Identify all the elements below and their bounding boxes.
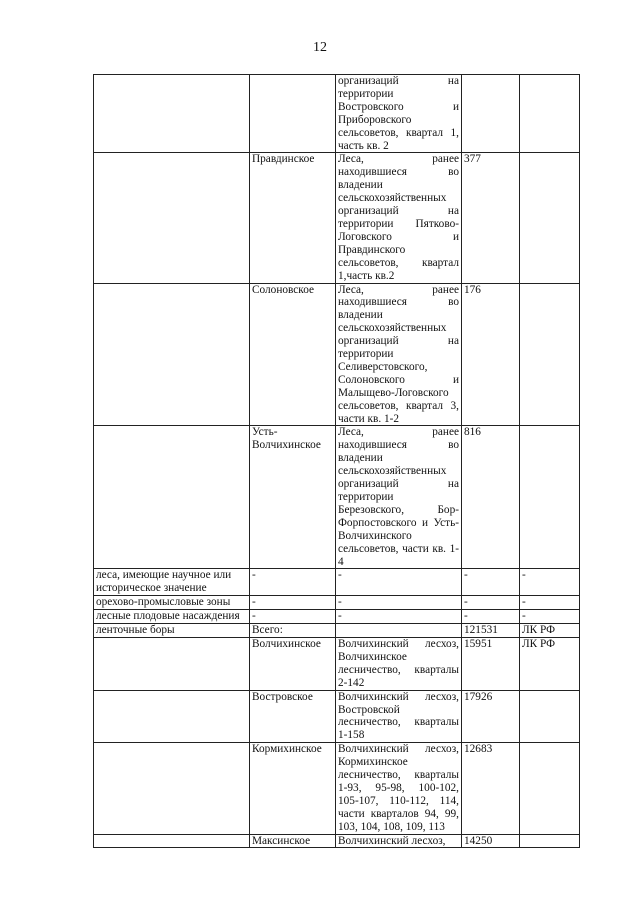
description-cell: организаций на территории Востровского и Приборовского сельсоветов, квартал 1, часть кв. 2 [336,75,462,153]
legal-basis-cell: - [520,610,580,624]
legal-basis-cell [520,743,580,834]
table-row [94,426,580,569]
legal-basis-cell: - [520,569,580,596]
category-cell: ленточные боры [94,624,250,638]
description-cell: - [336,596,462,610]
category-cell: леса, имеющие научное или историческое значение [94,569,250,596]
description-cell: Волчихинский лесхоз, Востровской лесничество, кварталы 1-158 [336,690,462,743]
category-cell [94,283,250,426]
category-cell [94,834,250,848]
legal-basis-cell [520,283,580,426]
category-cell: орехово-промысловые зоны [94,596,250,610]
table-row [94,743,580,834]
legal-basis-cell: - [520,596,580,610]
forestry-cell: Всего: [250,624,336,638]
table-row [94,75,580,153]
area-cell: 17926 [462,690,520,743]
forestry-cell: Правдинское [250,153,336,283]
forestry-cell: Волчихинское [250,637,336,690]
forestry-cell: Усть-Волчихинское [250,426,336,569]
area-cell: - [462,569,520,596]
description-cell [336,624,462,638]
category-cell: лесные плодовые насаждения [94,610,250,624]
legal-basis-cell: ЛК РФ [520,624,580,638]
description-cell: Волчихинский лесхоз, Волчихинское лесничество, кварталы 2-142 [336,637,462,690]
forestry-cell: Максинское [250,834,336,848]
forestry-cell: Солоновское [250,283,336,426]
legal-basis-cell [520,690,580,743]
category-cell [94,426,250,569]
forestry-cell: - [250,596,336,610]
area-cell [462,75,520,153]
description-cell: Леса, ранее находившиеся во владении сельскохозяйственных организаций на территории Селиверстовского, Солоновского и Малыщево-Логовского сельсоветов, квартал 3, части кв. 1-2 [336,283,462,426]
description-cell: - [336,610,462,624]
legal-basis-cell [520,153,580,283]
legal-basis-cell [520,75,580,153]
forestry-cell: - [250,569,336,596]
area-cell: 12683 [462,743,520,834]
table-row [94,610,580,624]
description-cell: Леса, ранее находившиеся во владении сельскохозяйственных организаций на территории Пятково-Логовского и Правдинского сельсоветов, квартал 1,часть кв.2 [336,153,462,283]
table-row [94,637,580,690]
category-cell [94,743,250,834]
area-cell: - [462,610,520,624]
area-cell: 377 [462,153,520,283]
legal-basis-cell: ЛК РФ [520,637,580,690]
description-cell: - [336,569,462,596]
area-cell: 14250 [462,834,520,848]
table-row [94,624,580,638]
table-row [94,834,580,848]
category-cell [94,153,250,283]
forestry-cell: - [250,610,336,624]
table-row [94,153,580,283]
description-cell: Волчихинский лесхоз, [336,834,462,848]
forestry-cell [250,75,336,153]
description-cell: Волчихинский лесхоз, Кормихинское лесничество, кварталы 1-93, 95-98, 100-102, 105-107, 110-112, 114, части кварталов 94, 99, 103, 104, 108, 109, 113 [336,743,462,834]
area-cell: 176 [462,283,520,426]
legal-basis-cell [520,834,580,848]
forestry-cell: Кормихинское [250,743,336,834]
area-cell: 121531 [462,624,520,638]
description-cell: Леса, ранее находившиеся во владении сельскохозяйственных организаций на территории Березовского, Бор-Форпостовского и Усть-Волчихинского сельсоветов, части кв. 1-4 [336,426,462,569]
table-row [94,596,580,610]
area-cell: 816 [462,426,520,569]
forestry-cell: Востровское [250,690,336,743]
category-cell [94,75,250,153]
table-row [94,283,580,426]
category-cell [94,637,250,690]
page-number: 12 [313,40,327,55]
category-cell [94,690,250,743]
table-row [94,690,580,743]
area-cell: - [462,596,520,610]
forest-table [93,74,580,848]
area-cell: 15951 [462,637,520,690]
table-row [94,569,580,596]
legal-basis-cell [520,426,580,569]
